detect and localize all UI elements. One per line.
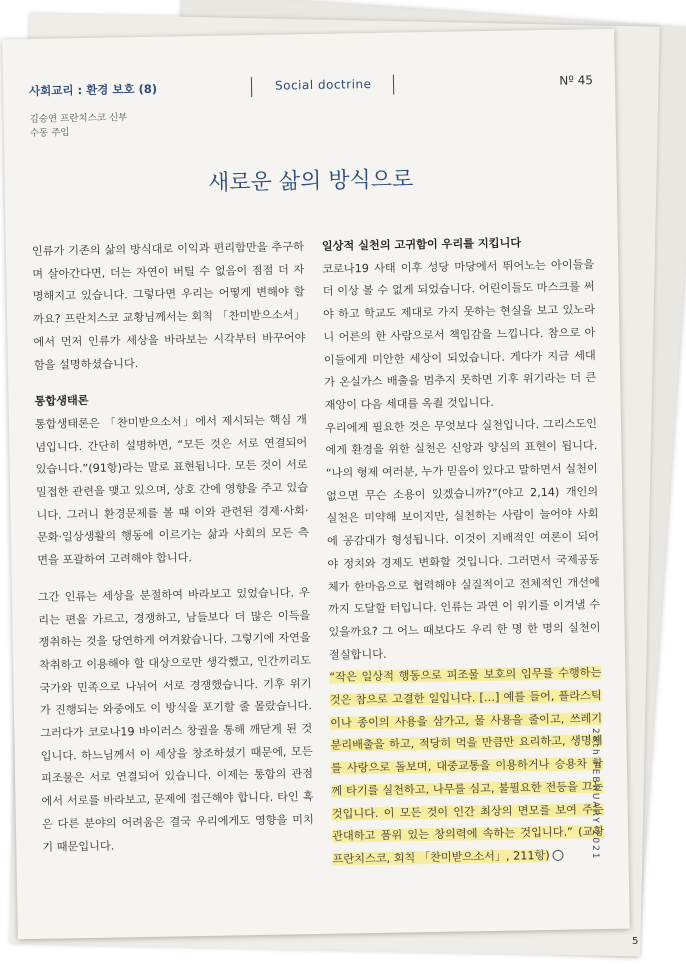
author-name: 김승연 프란치스코 신부 — [29, 112, 128, 125]
page-header — [29, 69, 599, 107]
paragraph: 그간 인류는 세상을 분절하여 바라보고 있었습니다. 우리는 편을 가르고, 경쟁하고, 남들보다 더 많은 이득을 쟁취하는 것을 당연하게 여겨왔습니다. 그렇기에 자연을 착취하고 이용해야 할 대상으로만 생각했고, 인간끼리도 국가와 민족으로 나뉘어 서로 경쟁했습니다. 기후 위기가 진행되는 와중에도 이 방식을 포기할 줄 몰랐습니다. 그러다가 코로나19 바이러스 창궐을 통해 깨닫게 된 것입니다. 하느님께서 이 세상을 창조하셨기 때문에, 모든 피조물은 서로 연결되어 있습니다. 이제는 통합의 관점에서 서로를 바라보고, 문제에 접근해야 합니다. 타인 혹은 다른 분야의 어려움은 결국 우리에게도 영향을 미치기 때문입니다. — [37, 585, 314, 854]
right-column — [322, 231, 605, 871]
header-divider — [251, 77, 252, 97]
quote-text: “작은 일상적 행동으로 피조물 보호의 임무를 수행하는 것은 참으로 고결한 일입니다. […] 예를 들어, 플라스틱이나 종이의 사용을 삼가고, 물 사용을 줄이고, 쓰레기 분리배출을 하고, 적당히 먹을 만큼만 요리하고, 생명체를 사랑으로 돌보며, 대중교통을 이용하거나 승용차 함께 타기를 실천하고, 나무를 심고, 불필요한 전등을 끄는 것입니다. 이 모든 것이 인간 최상의 면모를 보여 주는 관대하고 품위 있는 창의력에 속하는 것입니다.” (교황 프란치스코, 회칙 「찬미받으소서」, 211항) — [329, 666, 605, 866]
page-sheet — [2, 29, 630, 940]
article-title: 새로운 삶의 방식으로 — [207, 167, 414, 196]
section-label: Social doctrine — [274, 76, 372, 93]
subheading: 통합생태론 — [34, 394, 89, 409]
page-number: 5 — [632, 936, 639, 947]
paragraph: 통합생태론은 「찬미받으소서」에서 제시되는 핵심 개념입니다. 간단히 설명하면, “모든 것은 서로 연결되어 있습니다.”(91항)라는 말로 표현됩니다. 모든 것이 서로 밀접한 관련을 맺고 있으며, 상호 간에 영향을 주고 있습니다. 그러니 환경문제를 볼 때 이와 관련된 경제·사회·문화·일상생활의 행동에 이르기는 삶과 사회의 모든 측면을 포괄하여 고려해야 합니다. — [34, 413, 309, 568]
side-date: 28th FEBRUARY 2021 — [590, 728, 600, 861]
series-label: 사회교리 : 환경 보호 (8) — [28, 81, 158, 98]
left-column — [32, 236, 315, 859]
end-mark-icon — [553, 850, 564, 861]
header-divider — [393, 75, 394, 95]
issue-number: Nº 45 — [559, 73, 594, 88]
paragraph: 우리에게 필요한 것은 무엇보다 실천입니다. 그리스도인에게 환경을 위한 실천은 신앙과 양심의 표현이 됩니다. “나의 형제 여러분, 누가 믿음이 있다고 말하면서 실천이 없으면 무슨 소용이 있겠습니까?”(야고 2,14) 개인의 실천은 미약해 보이지만, 실천하는 사람이 늘어야 사회에 공감대가 형성됩니다. 이것이 지배적인 여론이 되어야 정치와 경제도 변화할 것입니다. 그러면서 국제공동체가 한마음으로 협력해야 실질적이고 전체적인 개선에까지 도달할 터입니다. 인류는 과연 이 위기를 이겨낼 수 있을까요? 그 어느 때보다도 우리 한 명 한 명의 실천이 절실합니다. — [324, 416, 601, 662]
author-info — [29, 111, 127, 141]
author-position: 수동 주임 — [29, 127, 70, 139]
subheading: 일상적 실천의 고귀함이 우리를 지킵니다 — [321, 236, 522, 253]
paragraph: 코로나19 사태 이후 성당 마당에서 뛰어노는 아이들을 더 이상 볼 수 없게 되었습니다. 어린이들도 마스크를 써야 하고 학교도 제대로 가지 못하는 현실을 보고 있노라니 어른의 한 사람으로서 책임감을 느낍니다. 참으로 아이들에게 미안한 세상이 되었습니다. 게다가 지금 세대가 온실가스 배출을 멈추지 못하면 기후 위기라는 더 큰 재앙이 다음 세대를 옥죌 것입니다. — [322, 257, 597, 412]
paragraph: 인류가 기존의 삶의 방식대로 이익과 편리함만을 추구하며 살아간다면, 더는 자연이 버틸 수 없음이 점점 더 자명해지고 있습니다. 그렇다면 우리는 어떻게 변해야 할까요? 프란치스코 교황님께서는 회칙 「찬미받으소서」에서 먼저 인류가 세상을 바라보는 시각부터 바꾸어야 함을 설명하셨습니다. — [31, 240, 306, 372]
highlighted-quote — [329, 662, 605, 871]
